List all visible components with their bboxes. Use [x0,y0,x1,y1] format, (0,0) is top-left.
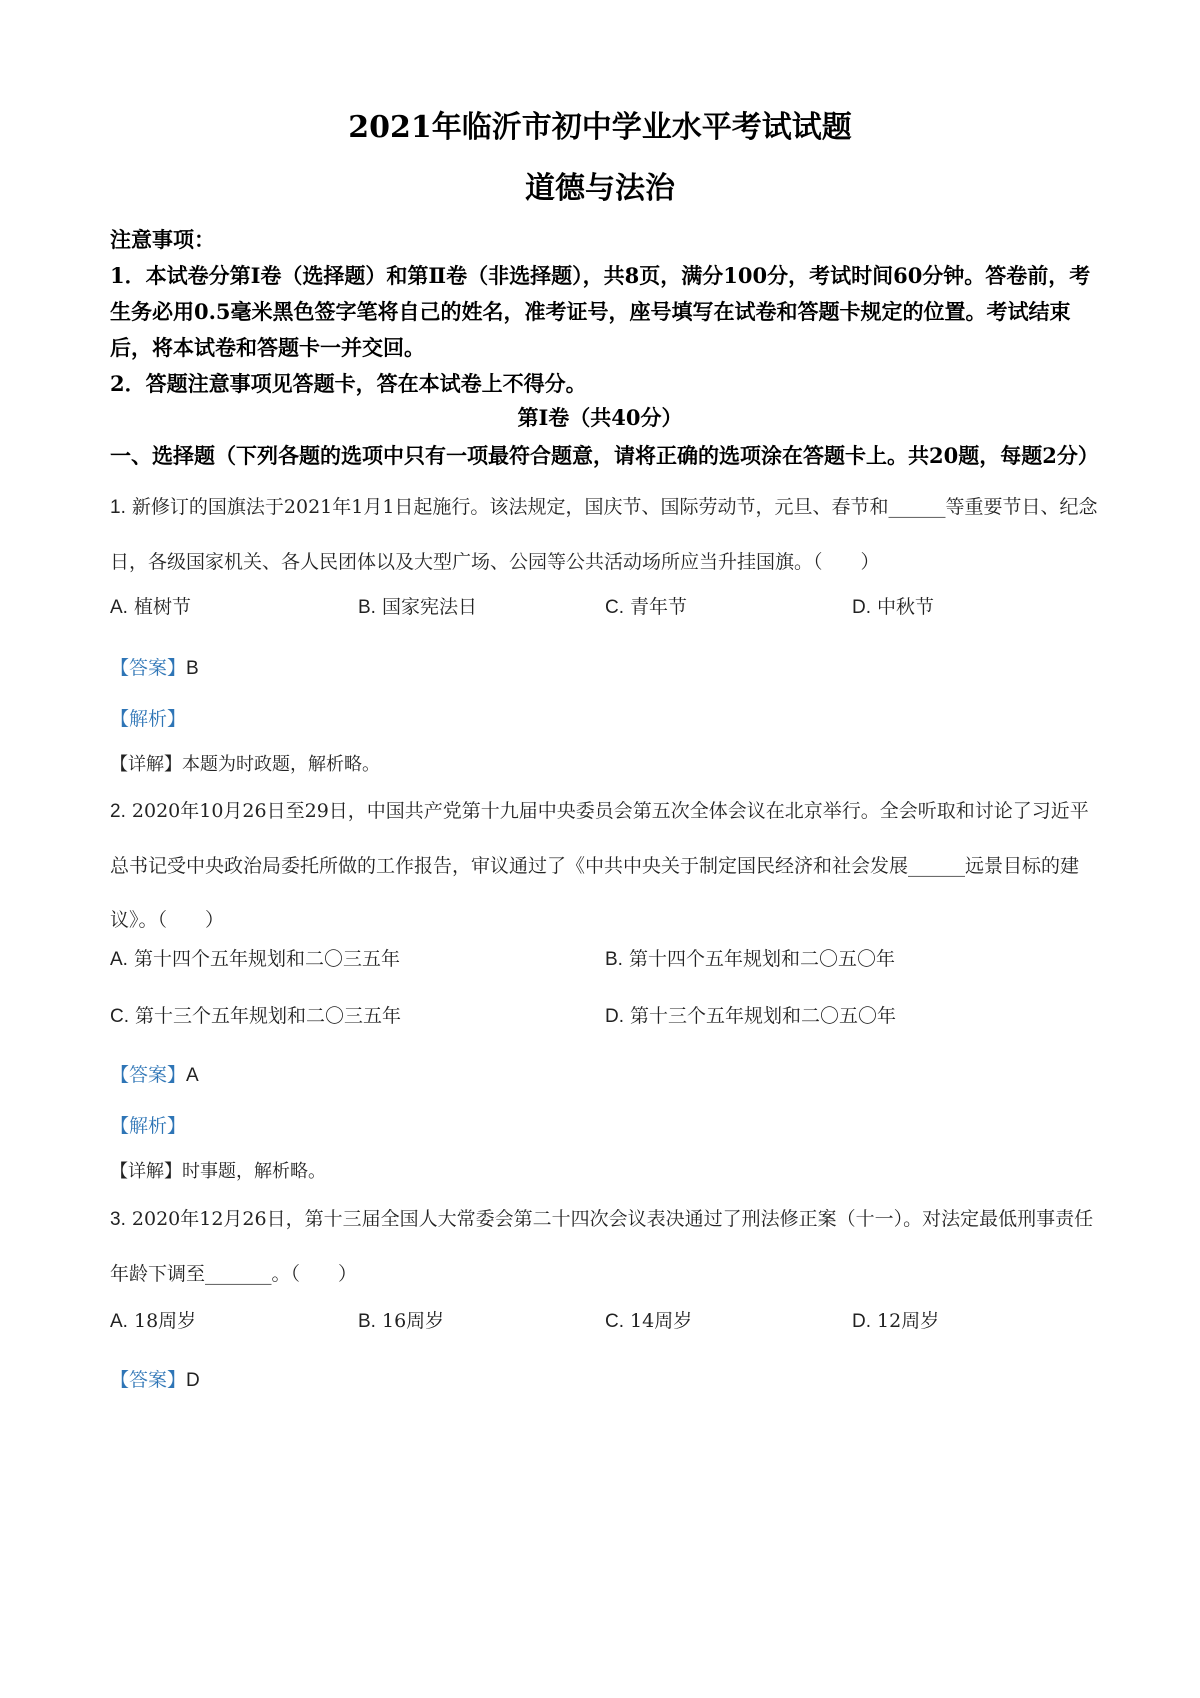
question-1 [110,480,1100,589]
exam-title: 2021年临沂市初中学业水平考试试题 [348,110,852,145]
option-c[interactable]: C. 第十三个五年规划和二〇三五年 [110,1005,402,1027]
notice-item-1: 1．本试卷分第Ⅰ卷（选择题）和第Ⅱ卷（非选择题），共8页，满分100分，考试时间60分钟。答卷前，考生务必用0.5毫米黑色签字笔将自己的姓名，准考证号，座号填写在试卷和答题卡规定的位置。考试结束后，将本试卷和答题卡一并交回。 [110,263,1091,360]
volume-heading: 第Ⅰ卷（共40分） [517,405,683,430]
question-number: 1. [110,497,126,518]
question-2-options-row-1 [110,944,1100,974]
option-a[interactable]: A. 植树节 [110,596,192,618]
question-stem: 新修订的国旗法于2021年1月1日起施行。该法规定，国庆节、国际劳动节，元旦、春节和______等重要节日、纪念日，各级国家机关、各人民团体以及大型广场、公园等公共活动场所应当升挂国旗。（ ） [110,496,1098,573]
question-number: 2. [110,801,126,822]
detail-line: 【详解】本题为时政题，解析略。 [110,754,380,775]
option-b[interactable]: B. 16周岁 [358,1310,445,1332]
option-a[interactable]: A. 第十四个五年规划和二〇三五年 [110,948,401,970]
question-3-options [110,1306,1100,1336]
option-d[interactable]: D. 12周岁 [852,1310,940,1332]
detail-line: 【详解】时事题，解析略。 [110,1161,326,1182]
notice-item-2: 2．答题注意事项见答题卡，答在本试卷上不得分。 [110,371,587,396]
section-heading: 一、选择题（下列各题的选项中只有一项最符合题意，请将正确的选项涂在答题卡上。共20题，每题2分） [110,443,1099,468]
question-stem: 2020年10月26日至29日，中国共产党第十九届中央委员会第五次全体会议在北京举行。全会听取和讨论了习近平总书记受中央政治局委托所做的工作报告，审议通过了《中共中央关于制定国民经济和社会发展______远景目标的建议》。（ ） [110,800,1089,931]
question-2 [110,784,1100,947]
option-d[interactable]: D. 中秋节 [852,596,935,618]
answer-line: 【答案】A [110,1064,199,1086]
question-1-options [110,592,1100,622]
option-b[interactable]: B. 国家宪法日 [358,596,478,618]
option-c[interactable]: C. 14周岁 [605,1310,693,1332]
option-a[interactable]: A. 18周岁 [110,1310,197,1332]
question-3 [110,1192,1100,1301]
option-d[interactable]: D. 第十三个五年规划和二〇五〇年 [605,1005,897,1027]
question-2-options-row-2 [110,1001,1100,1031]
exam-subject: 道德与法治 [525,171,675,206]
option-b[interactable]: B. 第十四个五年规划和二〇五〇年 [605,948,896,970]
question-stem: 2020年12月26日，第十三届全国人大常委会第二十四次会议表决通过了刑法修正案（十一）。对法定最低刑事责任年龄下调至_______。（ ） [110,1208,1094,1285]
answer-line: 【答案】D [110,1369,200,1391]
answer-line: 【答案】B [110,657,199,679]
question-number: 3. [110,1209,126,1230]
notice-heading: 注意事项： [110,227,215,252]
analysis-tag: 【解析】 [110,708,187,730]
analysis-tag: 【解析】 [110,1115,187,1137]
option-c[interactable]: C. 青年节 [605,596,688,618]
